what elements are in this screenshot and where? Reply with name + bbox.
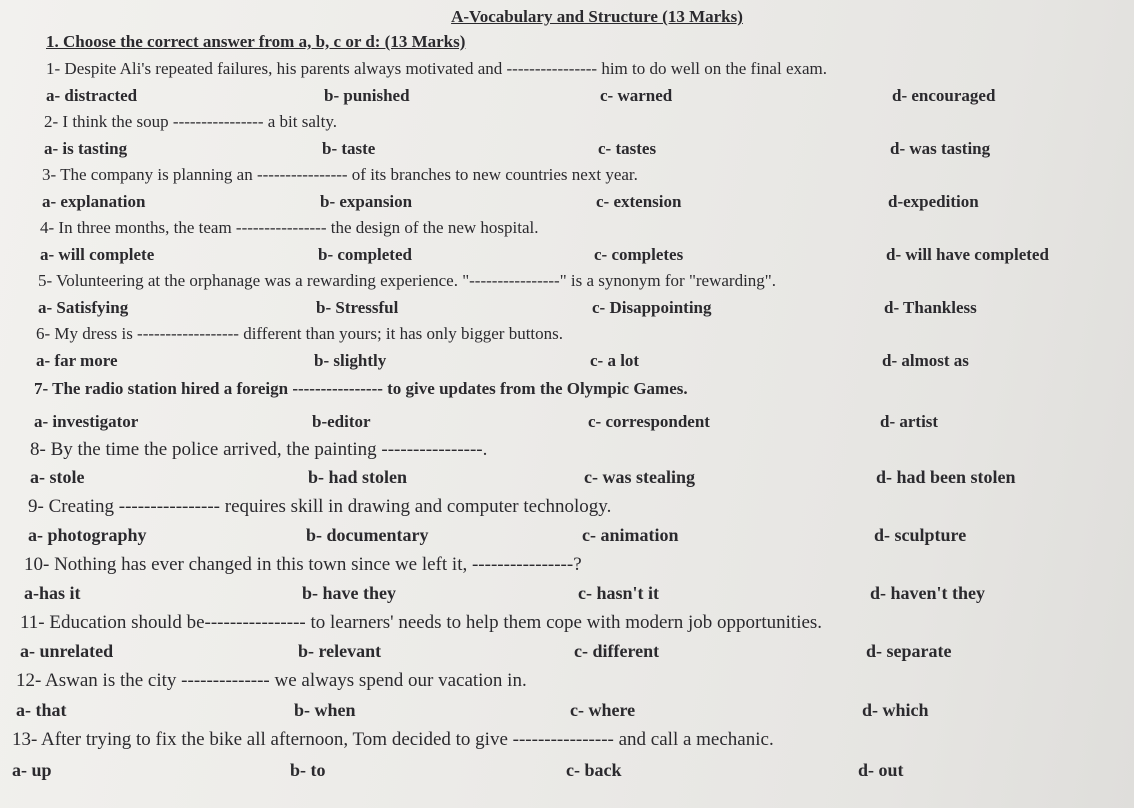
option-c: c- completes bbox=[594, 245, 684, 264]
option-a: a- stole bbox=[30, 467, 85, 487]
option-b: b- have they bbox=[302, 583, 396, 603]
option-a: a- Satisfying bbox=[38, 298, 129, 317]
option-a: a- is tasting bbox=[44, 139, 128, 158]
question-text: 1- Despite Ali's repeated failures, his parents always motivated and ---------------- him to do well on the final exam. bbox=[46, 59, 828, 78]
option-c: c- a lot bbox=[590, 351, 640, 370]
options-row bbox=[28, 521, 1094, 550]
option-a: a- will complete bbox=[40, 245, 155, 264]
option-b: b- punished bbox=[324, 86, 410, 105]
option-a: a- up bbox=[12, 760, 52, 780]
question-text: 6- My dress is ------------------ different than yours; it has only bigger buttons. bbox=[36, 324, 564, 343]
question-text: 3- The company is planning an ---------------- of its branches to new countries next year. bbox=[42, 165, 638, 184]
option-b: b-editor bbox=[312, 412, 371, 431]
question-text: 8- By the time the police arrived, the painting ----------------. bbox=[30, 439, 488, 460]
option-b: b- documentary bbox=[306, 525, 429, 545]
option-b: b- completed bbox=[318, 245, 412, 264]
question-2 bbox=[10, 109, 1094, 162]
option-d: d- Thankless bbox=[884, 298, 977, 317]
option-c: c- where bbox=[570, 700, 636, 720]
page-title: A-Vocabulary and Structure (13 Marks) bbox=[451, 7, 743, 26]
option-d: d- out bbox=[858, 760, 904, 780]
option-b: b- expansion bbox=[320, 192, 413, 211]
options-row bbox=[24, 579, 1094, 608]
options-row bbox=[12, 755, 1094, 785]
option-d: d- which bbox=[862, 700, 929, 720]
question-text: 10- Nothing has ever changed in this town since we left it, ----------------? bbox=[24, 554, 582, 575]
question-6 bbox=[10, 321, 1094, 374]
question-3 bbox=[10, 162, 1094, 215]
option-c: c- extension bbox=[596, 192, 682, 211]
question-11 bbox=[10, 608, 1094, 666]
question-text: 13- After trying to fix the bike all afternoon, Tom decided to give ---------------- and call a mechanic. bbox=[12, 729, 774, 750]
option-d: d- sculpture bbox=[874, 525, 967, 545]
question-text: 5- Volunteering at the orphanage was a rewarding experience. "----------------" is a synonym for "rewarding". bbox=[38, 271, 776, 290]
question-list bbox=[10, 56, 1094, 785]
option-c: c- different bbox=[574, 641, 660, 661]
option-a: a- investigator bbox=[34, 412, 139, 431]
section-heading: 1. Choose the correct answer from a, b, c or d: (13 Marks) bbox=[46, 32, 466, 51]
option-c: c- correspondent bbox=[588, 412, 710, 431]
question-13 bbox=[10, 725, 1094, 785]
option-c: c- Disappointing bbox=[592, 298, 712, 317]
question-text: 7- The radio station hired a foreign ---------------- to give updates from the Olympic Games. bbox=[34, 379, 688, 398]
options-row bbox=[42, 188, 1094, 215]
option-a: a-has it bbox=[24, 583, 81, 603]
question-7 bbox=[10, 374, 1094, 434]
options-row bbox=[40, 241, 1094, 268]
option-a: a- unrelated bbox=[20, 641, 114, 661]
option-b: b- taste bbox=[322, 139, 376, 158]
options-row bbox=[34, 404, 1094, 434]
option-b: b- had stolen bbox=[308, 467, 408, 487]
question-8 bbox=[10, 434, 1094, 492]
option-d: d-expedition bbox=[888, 192, 979, 211]
question-9 bbox=[10, 492, 1094, 550]
option-a: a- explanation bbox=[42, 192, 146, 211]
options-row bbox=[46, 82, 1094, 109]
question-text: 2- I think the soup ---------------- a bit salty. bbox=[44, 112, 337, 131]
options-row bbox=[44, 135, 1094, 162]
option-d: d- was tasting bbox=[890, 139, 991, 158]
option-c: c- was stealing bbox=[584, 467, 695, 487]
option-a: a- that bbox=[16, 700, 67, 720]
question-text: 12- Aswan is the city -------------- we always spend our vacation in. bbox=[16, 670, 527, 691]
options-row bbox=[36, 347, 1094, 374]
question-10 bbox=[10, 550, 1094, 608]
question-text: 9- Creating ---------------- requires skill in drawing and computer technology. bbox=[28, 496, 612, 517]
option-b: b- when bbox=[294, 700, 356, 720]
options-row bbox=[30, 463, 1094, 492]
option-c: c- warned bbox=[600, 86, 673, 105]
option-c: c- hasn't it bbox=[578, 583, 659, 603]
option-a: a- far more bbox=[36, 351, 118, 370]
options-row bbox=[20, 637, 1094, 666]
option-a: a- photography bbox=[28, 525, 147, 545]
option-d: d- encouraged bbox=[892, 86, 996, 105]
option-b: b- Stressful bbox=[316, 298, 399, 317]
option-d: d- haven't they bbox=[870, 583, 986, 603]
option-d: d- artist bbox=[880, 412, 939, 431]
option-b: b- to bbox=[290, 760, 326, 780]
question-1 bbox=[10, 56, 1094, 109]
option-d: d- had been stolen bbox=[876, 467, 1016, 487]
question-5 bbox=[10, 268, 1094, 321]
question-4 bbox=[10, 215, 1094, 268]
option-c: c- back bbox=[566, 760, 622, 780]
question-text: 11- Education should be---------------- to learners' needs to help them cope with modern job opportunities. bbox=[20, 612, 823, 633]
question-12 bbox=[10, 666, 1094, 725]
option-b: b- slightly bbox=[314, 351, 387, 370]
options-row bbox=[38, 294, 1094, 321]
option-c: c- animation bbox=[582, 525, 679, 545]
option-d: d- separate bbox=[866, 641, 952, 661]
option-d: d- will have completed bbox=[886, 245, 1049, 264]
option-d: d- almost as bbox=[882, 351, 969, 370]
options-row bbox=[16, 695, 1094, 725]
question-text: 4- In three months, the team ---------------- the design of the new hospital. bbox=[40, 218, 539, 237]
option-c: c- tastes bbox=[598, 139, 657, 158]
option-a: a- distracted bbox=[46, 86, 138, 105]
option-b: b- relevant bbox=[298, 641, 382, 661]
